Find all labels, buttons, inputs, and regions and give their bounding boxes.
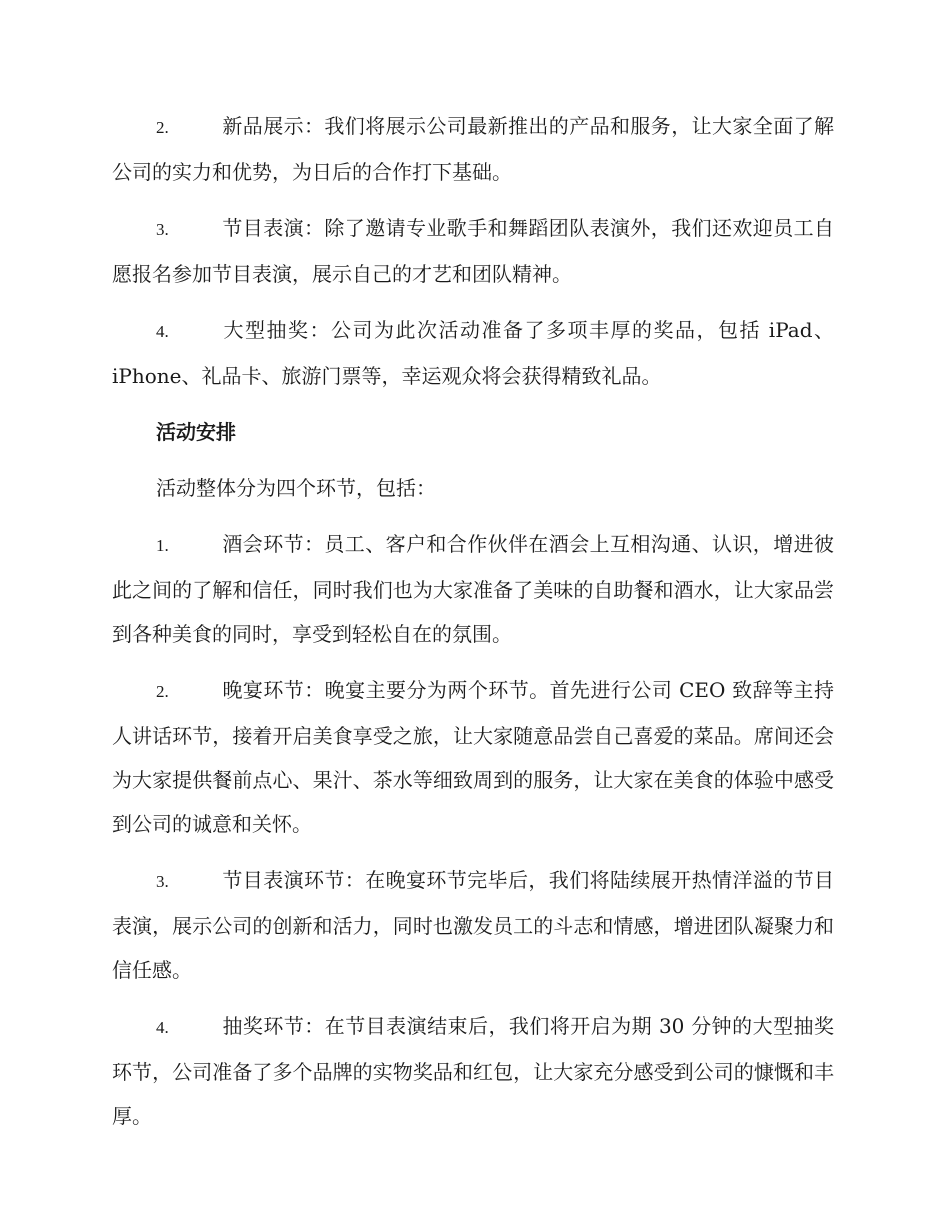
list-number: 2.: [156, 118, 169, 137]
list-number: 4.: [156, 1018, 169, 1037]
list-text: 晚宴环节：晚宴主要分为两个环节。首先进行公司 CEO 致辞等主持人讲话环节，接着开启美食享受之旅，让大家随意品尝自己喜爱的菜品。席间还会为大家提供餐前点心、果汁、茶水等细致周到的服务，让大家在美食的体验中感受到公司的诚意和关怀。: [112, 678, 834, 836]
list-item: [112, 858, 834, 992]
list-item: [112, 206, 834, 296]
list-item: [112, 1004, 834, 1138]
list-number: 3.: [156, 872, 169, 891]
list-number: 2.: [156, 682, 169, 701]
list-text: 节目表演环节：在晚宴环节完毕后，我们将陆续展开热情洋溢的节目表演，展示公司的创新和活力，同时也激发员工的斗志和情感，增进团队凝聚力和信任感。: [112, 868, 834, 982]
list-item: [112, 522, 834, 656]
list-number: 3.: [156, 220, 169, 239]
list-item: [112, 104, 834, 194]
list-number: 4.: [156, 322, 169, 341]
list-text: 酒会环节：员工、客户和合作伙伴在酒会上互相沟通、认识，增进彼此之间的了解和信任，同时我们也为大家准备了美味的自助餐和酒水，让大家品尝到各种美食的同时，享受到轻松自在的氛围。: [112, 532, 834, 646]
list-item: [112, 668, 834, 846]
document-body: [112, 104, 834, 1150]
list-item: [112, 308, 834, 398]
list-text: 节目表演：除了邀请专业歌手和舞蹈团队表演外，我们还欢迎员工自愿报名参加节目表演，展示自己的才艺和团队精神。: [112, 216, 834, 286]
list-text: 新品展示：我们将展示公司最新推出的产品和服务，让大家全面了解公司的实力和优势，为日后的合作打下基础。: [112, 114, 834, 184]
list-number: 1.: [156, 536, 169, 555]
section-intro: 活动整体分为四个环节，包括：: [156, 476, 436, 500]
list-text: 抽奖环节：在节目表演结束后，我们将开启为期 30 分钟的大型抽奖环节，公司准备了多个品牌的实物奖品和红包，让大家充分感受到公司的慷慨和丰厚。: [112, 1014, 834, 1128]
section-heading: 活动安排: [156, 420, 236, 444]
list-text: 大型抽奖：公司为此次活动准备了多项丰厚的奖品，包括 iPad、iPhone、礼品卡、旅游门票等，幸运观众将会获得精致礼品。: [112, 318, 834, 388]
